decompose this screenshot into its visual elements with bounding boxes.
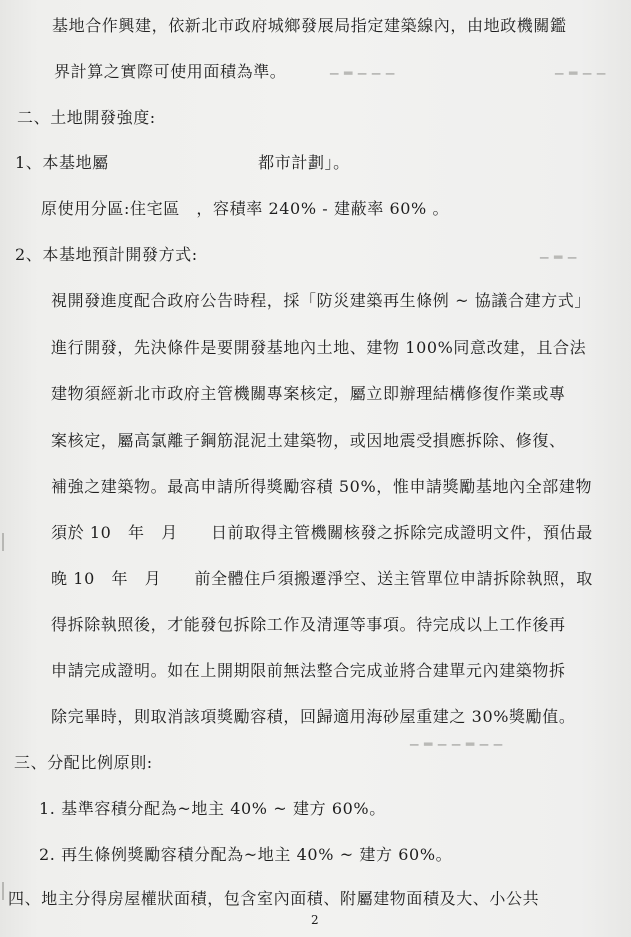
- text-line: 1、本基地屬 都市計劃」。: [15, 153, 350, 172]
- text-line: 晚 10 年 月 前全體住戶須搬遷淨空、送主管單位申請拆除執照，取: [51, 569, 593, 588]
- section-heading: 二、土地開發強度:: [17, 108, 156, 127]
- show-through-mark: ▁ ▂ ▁: [540, 246, 578, 259]
- section-heading: 四、地主分得房屋權狀面積，包含室內面積、附屬建物面積及大、小公共: [8, 889, 540, 908]
- show-through-mark: ▁ ▂ ▁ ▁: [555, 62, 607, 75]
- text-line: 1. 基準容積分配為~地主 40% ~ 建方 60%。: [39, 799, 386, 818]
- text-line: 補強之建築物。最高申請所得獎勵容積 50%，惟申請獎勵基地內全部建物: [51, 477, 593, 496]
- text-line: 2. 再生條例獎勵容積分配為~地主 40% ~ 建方 60%。: [39, 845, 453, 864]
- margin-mark: [2, 533, 10, 551]
- text-line: 視開發進度配合政府公告時程，採「防災建築再生條例 ~ 協議合建方式」: [51, 291, 591, 310]
- show-through-mark: ▁ ▂ ▁ ▁ ▂ ▁ ▁: [410, 733, 504, 746]
- text-line: 界計算之實際可使用面積為準。: [54, 62, 287, 81]
- section-heading: 三、分配比例原則:: [14, 753, 153, 772]
- text-line: 除完畢時，則取消該項獎勵容積，回歸適用海砂屋重建之 30%獎勵值。: [51, 707, 576, 726]
- text-line: 申請完成證明。如在上開期限前無法整合完成並將合建單元內建築物拆: [51, 661, 566, 680]
- page-number: 2: [311, 913, 319, 927]
- text-line: 進行開發，先決條件是要開發基地內土地、建物 100%同意改建，且合法: [51, 338, 587, 357]
- text-line: 基地合作興建，依新北市政府城鄉發展局指定建築線內，由地政機關鑑: [52, 16, 567, 35]
- text-line: 案核定，屬高氯離子鋼筋混泥土建築物，或因地震受損應拆除、修復、: [51, 431, 566, 450]
- text-line: 2、本基地預計開發方式:: [15, 245, 198, 264]
- text-line: 建物須經新北市政府主管機關專案核定，屬立即辦理結構修復作業或專: [51, 384, 566, 403]
- text-line: 須於 10 年 月 日前取得主管機關核發之拆除完成證明文件，預估最: [51, 523, 593, 542]
- text-line: 得拆除執照後，才能發包拆除工作及清運等事項。待完成以上工作後再: [51, 615, 566, 634]
- text-line: 原使用分區:住宅區 ，容積率 240% - 建蔽率 60% 。: [41, 199, 450, 218]
- show-through-mark: ▁ ▂ ▁ ▁ ▁: [330, 62, 396, 75]
